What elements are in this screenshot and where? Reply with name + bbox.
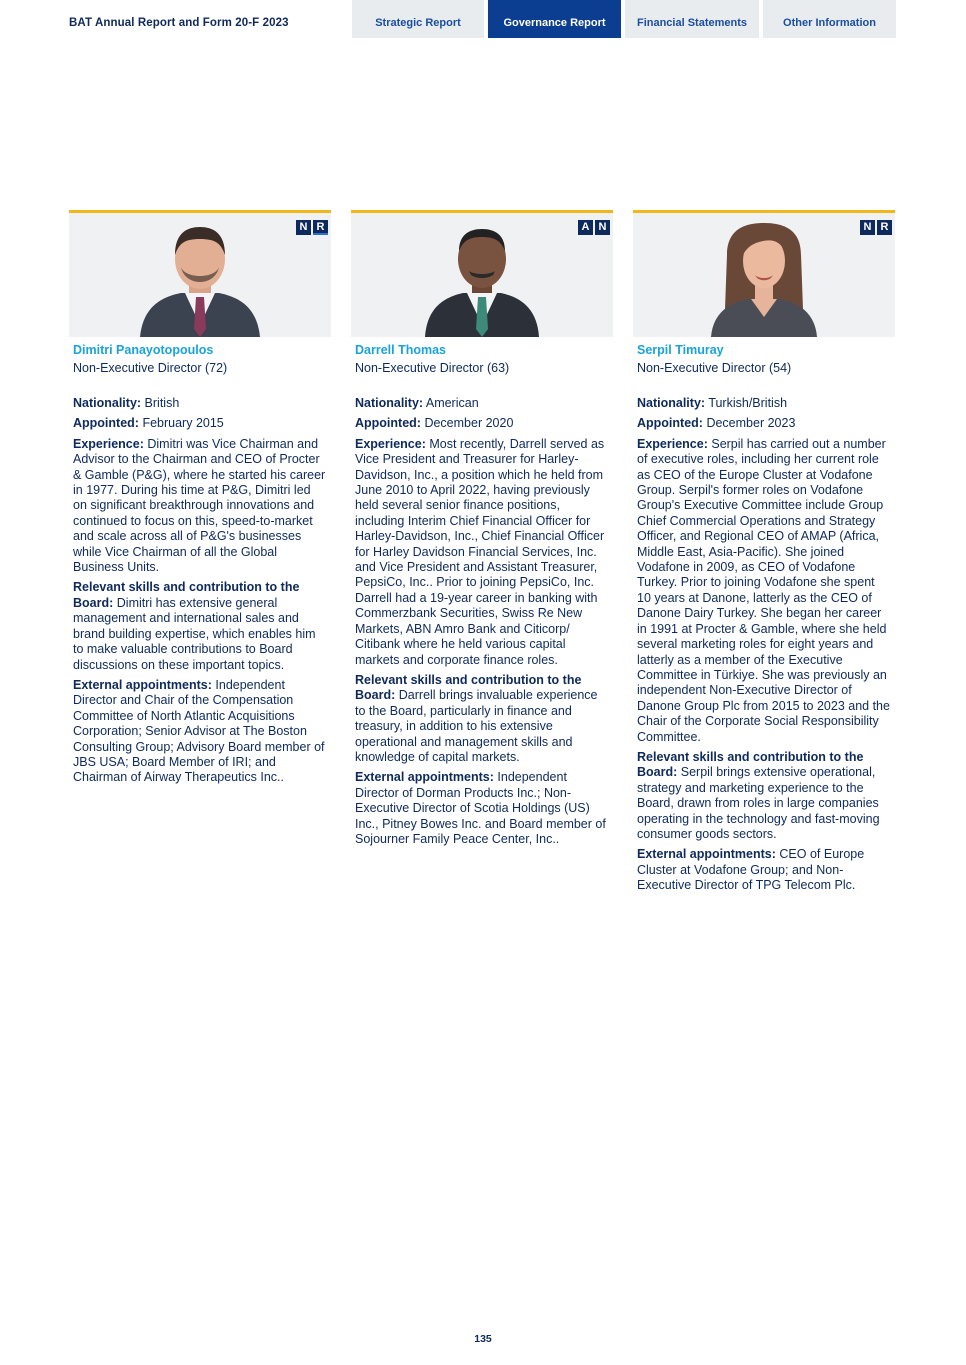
appointed: Appointed: February 2015 [73, 416, 224, 431]
tab-strategic-report[interactable]: Strategic Report [352, 0, 484, 38]
committee-badges [296, 220, 328, 235]
external-appointments: External appointments: Independent Director and Chair of the Compensation Committee of North Atlantic Acquisitions Corporation; Senior Advisor at The Boston Consulting Group; Advisory Board member of JBS USA; Board Member of IRI; and Chairman of Airway Therapeutics Inc.. [73, 677, 325, 785]
portrait-illustration [135, 221, 265, 337]
director-name: Serpil Timuray [637, 343, 724, 357]
tab-governance-report[interactable]: Governance Report [488, 0, 621, 38]
appointed: Appointed: December 2020 [355, 416, 514, 431]
external-appointments: External appointments: Independent Director of Dorman Products Inc.; Non-Executive Director of Scotia Holdings (US) Inc., Pitney Bowes Inc. and Board member of Sojourner Family Peace Center, Inc.. [355, 770, 606, 846]
skills: Relevant skills and contribution to the Board: Darrell brings invaluable experience to the Board, particularly in finance and treasury, in addition to his extensive operational and management skills and knowledge of capital markets. [355, 672, 598, 764]
director-card-darrell [351, 210, 613, 852]
committee-badge: N [595, 220, 610, 235]
committee-badge: N [296, 220, 311, 235]
tab-financial-statements[interactable]: Financial Statements [625, 0, 759, 38]
report-title: BAT Annual Report and Form 20-F 2023 [69, 17, 289, 29]
nationality: Nationality: British [73, 396, 180, 410]
committee-badges [578, 220, 610, 235]
committee-badges [860, 220, 892, 235]
committee-badge: R [877, 220, 892, 235]
committee-badge: R [313, 220, 328, 235]
nationality: Nationality: Turkish/British [637, 396, 788, 410]
director-name: Dimitri Panayotopoulos [73, 343, 214, 357]
director-name: Darrell Thomas [355, 343, 447, 357]
section-tabs [352, 0, 896, 38]
skills: Relevant skills and contribution to the Board: Serpil brings extensive operational, strategy and marketing experience to the Board, drawn from roles in large companies operating in the technology and fast-moving consumer goods sectors. [637, 749, 880, 841]
director-card-serpil [633, 210, 895, 899]
skills: Relevant skills and contribution to the Board: Dimitri has extensive general management and international sales and brand building expertise, which enables him to make valuable contributions to Board discussions on these important topics. [73, 580, 316, 672]
nationality: Nationality: American [355, 396, 479, 410]
committee-badge: A [578, 220, 593, 235]
experience: Experience: Serpil has carried out a number of executive roles, including her current role as CEO of the Europe Cluster at Vodafone Group. Serpil's former roles on Vodafone Group's Executive Committee include Group Chief Commercial Operations and Strategy Officer, and Regional CEO of AMAP (Africa, Middle East, Asia-Pacific). She joined Vodafone in 2009, as CEO of Vodafone Turkey. Prior to joining Vodafone she spent 10 years at Danone, latterly as the CEO of Danone Dairy Turkey. She began her career in 1991 at Procter & Gamble, where she held several marketing roles for eight years and latterly as a member of the Executive Committee in Türkiye. She was previously an independent Non-Executive Director of Danone Group Plc from 2015 to 2023 and the Chair of the Corporate Social Responsibility Committee. [637, 436, 890, 744]
committee-badge: N [860, 220, 875, 235]
portrait-illustration [417, 221, 547, 337]
experience: Experience: Dimitri was Vice Chairman and Advisor to the Chairman and CEO of Procter & Gamble (P&G), where he started his career in 1977. During his time at P&G, Dimitri led on significant breakthrough innovations and continued to focus on this, speed-to-market and scale across all of P&G's businesses while Vice Chairman of all the Global Business Units. [73, 436, 326, 575]
director-photo [351, 210, 613, 337]
tab-other-information[interactable]: Other Information [763, 0, 896, 38]
director-photo [69, 210, 331, 337]
director-photo [633, 210, 895, 337]
appointed: Appointed: December 2023 [637, 416, 796, 431]
portrait-illustration [699, 221, 829, 337]
director-role: Non-Executive Director (63) [355, 361, 510, 375]
external-appointments: External appointments: CEO of Europe Cluster at Vodafone Group; and Non-Executive Director of TPG Telecom Plc. [637, 847, 865, 893]
director-card-dimitri [69, 210, 331, 791]
director-role: Non-Executive Director (72) [73, 361, 228, 375]
director-role: Non-Executive Director (54) [637, 361, 792, 375]
page-number: 135 [474, 1333, 492, 1345]
experience: Experience: Most recently, Darrell served as Vice President and Treasurer for Harley-Davidson, Inc., a position which he held from June 2010 to April 2022, having previously held several senior finance positions, including Interim Chief Financial Officer for Harley-Davidson, Inc., Chief Financial Officer for Harley Davidson Financial Services, Inc. and Vice President and Assistant Treasurer, PepsiCo, Inc.. Prior to joining PepsiCo, Inc. Darrell had a 19-year career in banking with Commerzbank Securities, Swiss Re New Markets, ABN Amro Bank and Citicorp/ Citibank where he held various capital markets and corporate finance roles. [355, 436, 605, 667]
